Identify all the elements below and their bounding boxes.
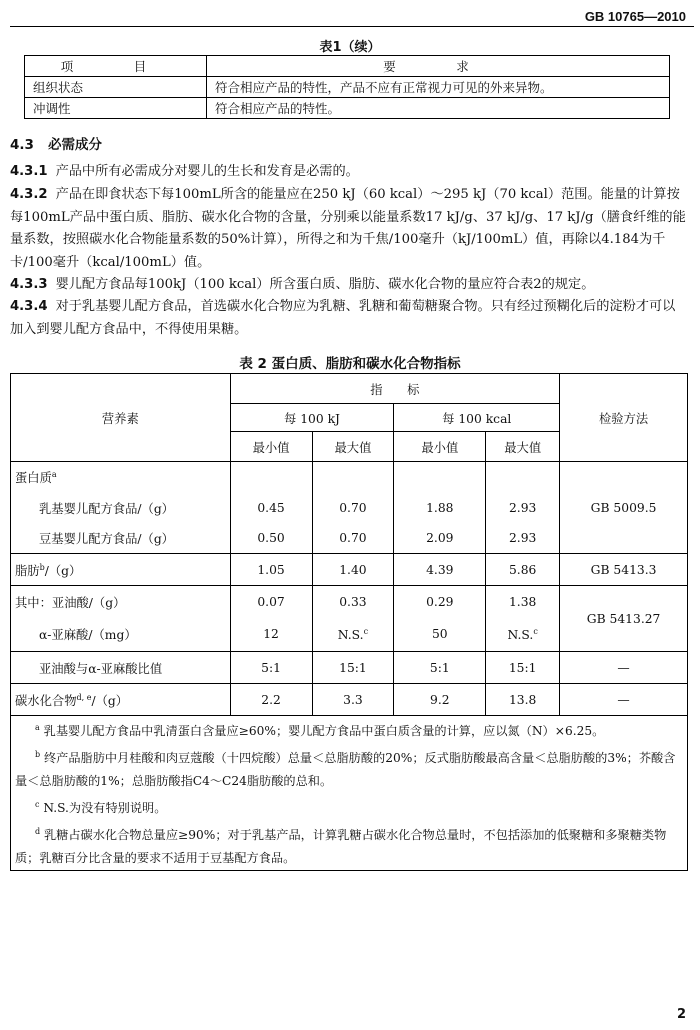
table-row: 亚油酸与α-亚麻酸比值 5:1 15:1 5:1 15:1 — [11, 652, 688, 684]
carb-label: 碳水化合物$^{d, e}$/（g） [11, 684, 231, 716]
fat-label: 脂肪$^b$/（g） [11, 554, 231, 586]
section-heading: 4.3 必需成分 [10, 137, 103, 153]
table2-footnotes [11, 716, 688, 871]
col-method: 检验方法 [560, 374, 688, 462]
clause-4-3-3: 4.3.3 婴儿配方食品每100kJ（100 kcal）所含蛋白质、脂肪、碳水化合物的量应符合表2的规定。 [10, 277, 595, 292]
row-requirement: 符合相应产品的特性。 [207, 98, 670, 119]
col-max: 最大值 [312, 432, 394, 462]
clause-4-3-1: 4.3.1 产品中所有必需成分对婴儿的生长和发育是必需的。 [10, 164, 359, 179]
col-nutrient: 营养素 [11, 374, 231, 462]
table-row [11, 462, 688, 492]
row-item: 冲调性 [25, 98, 207, 119]
clause-4-3-4: 4.3.4 对于乳基婴儿配方食品，首选碳水化合物应为乳糖、乳糖和葡萄糖聚合物。只有经过预糊化后的淀粉才可以加入到婴儿配方食品中，不得使用果糖。 [10, 299, 676, 337]
row-item: 组织状态 [25, 77, 207, 98]
page-number: 2 [676, 1007, 686, 1022]
footnote: $^d$ 乳糖占碳水化合物总量应≥90%；对于乳基产品，计算乳糖占碳水化合物总量时，不包括添加的低聚糖和多聚糖类物质；乳糖百分比含量的要求不适用于豆基配方食品。 [15, 827, 667, 866]
row-requirement: 符合相应产品的特性，产品不应有正常视力可见的外来异物。 [207, 77, 670, 98]
table-row [25, 98, 670, 119]
table-row: 脂肪$^b$/（g） 1.05 1.40 4.39 5.86 GB 5413.3 [11, 554, 688, 586]
clause-4-3-2: 4.3.2 产品在即食状态下每100mL所含的能量应在250 kJ（60 kcal）～295 kJ（70 kcal）范围。能量的计算按每100mL产品中蛋白质、脂肪、碳水化合物的含量，分别乘以能量系数17 kJ/g、37 kJ/g、17 kJ/g（膳食纤维的能量系数，按照碳水化合物能量系数的50%计算），所得之和为千焦/100毫升（kJ/100mL）值，再除以4.184为千卡/100毫升（kcal/100mL）值。 [10, 187, 686, 270]
table-row: 乳基婴儿配方食品/（g） 0.45 0.70 1.88 2.93 [11, 492, 688, 524]
table1 [24, 55, 670, 119]
table2-caption: 表 2 蛋白质、脂肪和碳水化合物指标 [239, 356, 461, 372]
col-min: 最小值 [230, 432, 312, 462]
footnote: $^b$ 终产品脂肪中月桂酸和肉豆蔻酸（十四烷酸）总量＜总脂肪酸的20%；反式脂肪酸最高含量＜总脂肪酸的3%；芥酸含量＜总脂肪酸的1%；总脂肪酸指C4～C24脂肪酸的总和。 [15, 750, 676, 789]
header-rule [10, 26, 694, 27]
col-index: 指 标 [230, 374, 560, 404]
col-per-100kcal: 每 100 kcal [394, 404, 560, 432]
protein-method: GB 5009.5 [560, 462, 688, 554]
table1-col-requirement: 要 求 [207, 56, 670, 77]
table-row: 豆基婴儿配方食品/（g） 0.50 0.70 2.09 2.93 [11, 524, 688, 554]
table1-col-item: 项 目 [25, 56, 207, 77]
col-max: 最大值 [486, 432, 560, 462]
table1-caption: 表1（续） [319, 40, 381, 55]
table-row [25, 77, 670, 98]
table2 [10, 373, 688, 871]
standard-number: GB 10765—2010 [584, 9, 686, 24]
table-row: α-亚麻酸/（mg） 12 N.S.$^c$ 50 N.S.$^c$ [11, 618, 688, 652]
footnote: $^a$ 乳基婴儿配方食品中乳清蛋白含量应≥60%；婴儿配方食品中蛋白质含量的计算，应以氮（N）×6.25。 [35, 723, 605, 739]
table-row: 碳水化合物$^{d, e}$/（g） 2.2 3.3 9.2 13.8 — [11, 684, 688, 716]
col-per-100kj: 每 100 kJ [230, 404, 394, 432]
footnote: $^c$ N.S.为没有特别说明。 [35, 800, 167, 816]
col-min: 最小值 [394, 432, 486, 462]
table-row: 其中：亚油酸/（g） 0.07 0.33 0.29 1.38 GB 5413.27 [11, 586, 688, 618]
protein-label: 蛋白质$^a$ [11, 462, 231, 492]
